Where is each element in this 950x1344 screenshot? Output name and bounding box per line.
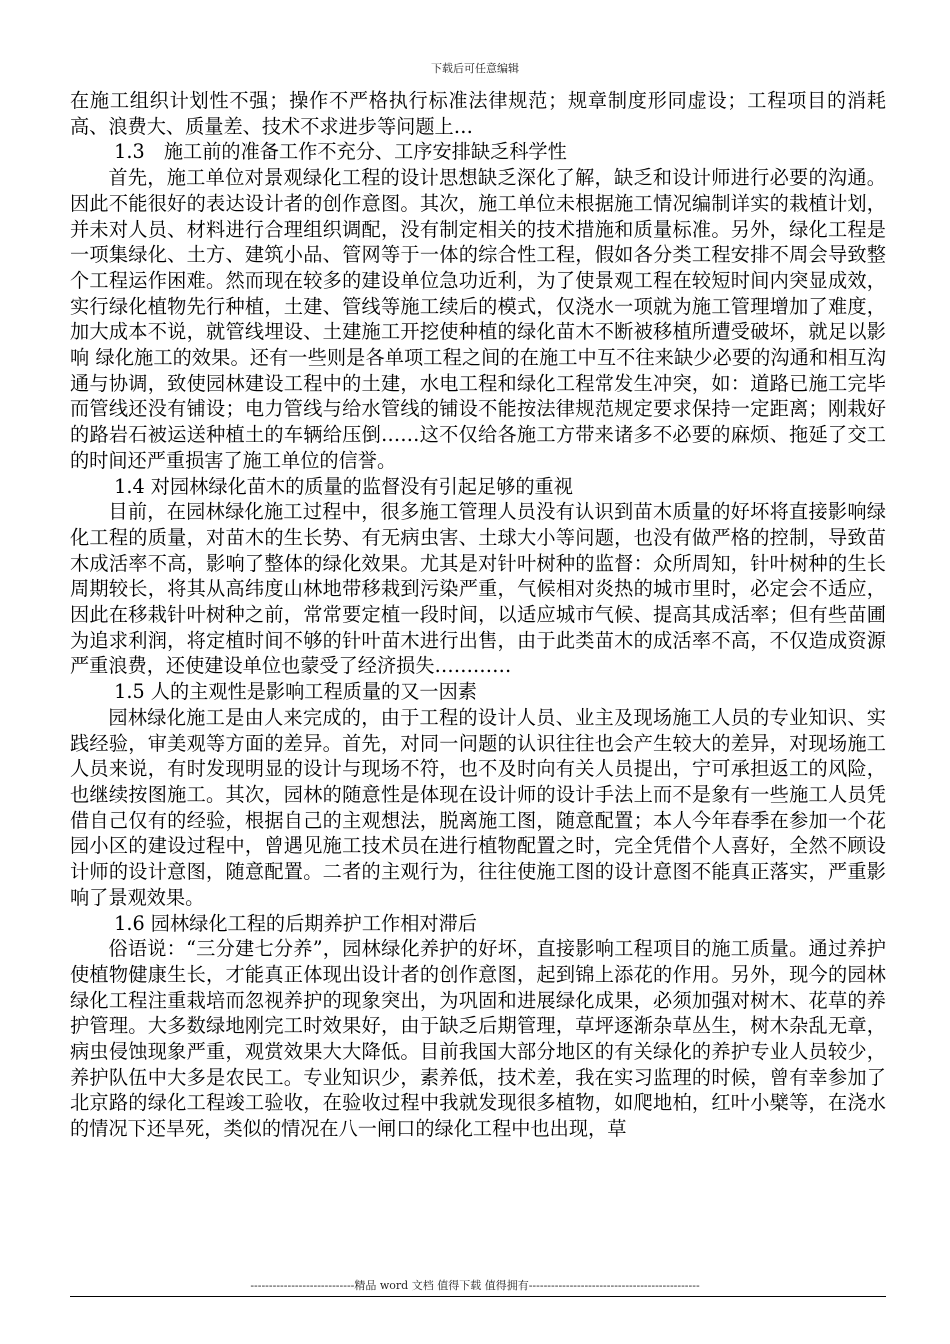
paragraph-1-6: 俗语说：“三分建七分养”，园林绿化养护的好坏，直接影响工程项目的施工质量。通过养护使植物健康生长，才能真正体现出设计者的创作意图，起到锦上添花的作用。另外，现今的园林绿化工程注重栽培而忽视养护的现象突出，为巩固和进展绿化成果，必须加强对树木、花草的养护管理。大多数绿地刚完工时效果好，由于缺乏后期管理，草坪逐渐杂草丛生，树木杂乱无章，病虫侵蚀现象严重，观赏效果大大降低。目前我国大部分地区的有关绿化的养护专业人员较少，养护队伍中大多是农民工。专业知识少，素养低，技术差，我在实习监理的时候，曾有幸参加了北京路的绿化工程竣工验收，在验收过程中我就发现很多植物，如爬地柏，红叶小檗等，在浇水的情况下还旱死，类似的情况在八一闸口的绿化工程中也出现，草: [70, 937, 886, 1141]
page-header: 下载后可任意编辑: [431, 62, 519, 75]
section-heading-1-3: 1.3 施工前的准备工作不充分、工序安排缺乏科学性: [114, 140, 567, 164]
paragraph-continuation: 在施工组织计划性不强；操作不严格执行标准法律规范；规章制度形同虚设；工程项目的消耗高、浪费大、质量差、技术不求进步等问题上…: [70, 89, 886, 138]
section-heading-1-4: 1.4 对园林绿化苗木的质量的监督没有引起足够的重视: [114, 474, 573, 498]
footer-divider: [70, 1296, 886, 1297]
section-heading-1-5: 1.5 人的主观性是影响工程质量的又一因素: [114, 680, 477, 704]
body-text: [70, 88, 886, 1142]
paragraph-1-5: 园林绿化施工是由人来完成的，由于工程的设计人员、业主及现场施工人员的专业知识、实践经验，审美观等方面的差异。首先，对同一问题的认识往往也会产生较大的差异，对现场施工人员来说，有时发现明显的设计与现场不符，也不及时向有关人员提出，宁可承担返工的风险，也继续按图施工。其次，园林的随意性是体现在设计师的设计手法上而不是象有一些施工人员凭借自己仅有的经验，根据自己的主观想法，脱离施工图，随意配置；本人今年春季在参加一个花园小区的建设过程中，曾遇见施工技术员在进行植物配置之时，完全凭借个人喜好，全然不顾设计师的设计意图，随意配置。二者的主观行为，往往使施工图的设计意图不能真正落实，严重影响了景观效果。: [70, 705, 886, 909]
section-heading-1-6: 1.6 园林绿化工程的后期养护工作相对滞后: [114, 911, 477, 935]
paragraph-1-3: 首先，施工单位对景观绿化工程的设计思想缺乏深化了解，缺乏和设计师进行必要的沟通。因此不能很好的表达设计者的创作意图。其次，施工单位未根据施工情况编制详实的栽植计划，并未对人员、材料进行合理组织调配，没有制定相关的技术措施和质量标准。另外，绿化工程是一项集绿化、土方、建筑小品、管网等于一体的综合性工程，假如各分类工程安排不周会导致整个工程运作困难。然而现在较多的建设单位急功近利，为了使景观工程在较短时间内突显成效，实行绿化植物先行种植，土建、管线等施工续后的模式，仅浇水一项就为施工管理增加了难度，加大成本不说，就管线埋设、土建施工开挖使种植的绿化苗木不断被移植所遭受破坏，就足以影响 绿化施工的效果。还有一些则是各单项工程之间的在施工中互不往来缺少必要的沟通和相互沟通与协调，致使园林建设工程中的土建，水电工程和绿化工程常发生冲突，如：道路已施工完毕而管线还没有铺设；电力管线与给水管线的铺设不能按法律规范规定要求保持一定距离；刚栽好的路岩石被运送种植土的车辆给压倒……这不仅给各施工方带来诸多不必要的麻烦、拖延了交工的时间还严重损害了施工单位的信誉。: [70, 166, 886, 472]
paragraph-1-4: 目前，在园林绿化施工过程中，很多施工管理人员没有认识到苗木质量的好坏将直接影响绿化工程的质量，对苗木的生长势、有无病虫害、土球大小等问题，也没有做严格的控制，导致苗木成活率不高，影响了整体的绿化效果。尤其是对针叶树种的监督：众所周知，针叶树种的生长周期较长，将其从高纬度山林地带移栽到污染严重，气候相对炎热的城市里时，必定会不适应，因此在移栽针叶树种之前，常常要定植一段时间，以适应城市气候、提高其成活率；但有些苗圃为追求利润，将定植时间不够的针叶苗木进行出售，由于此类苗木的成活率不高，不仅造成资源严重浪费，还使建设单位也蒙受了经济损失…………: [70, 500, 886, 678]
page-footer: ----------------------------精品 word 文档 值得下载 值得拥有----------------------------------------------: [250, 1279, 700, 1292]
